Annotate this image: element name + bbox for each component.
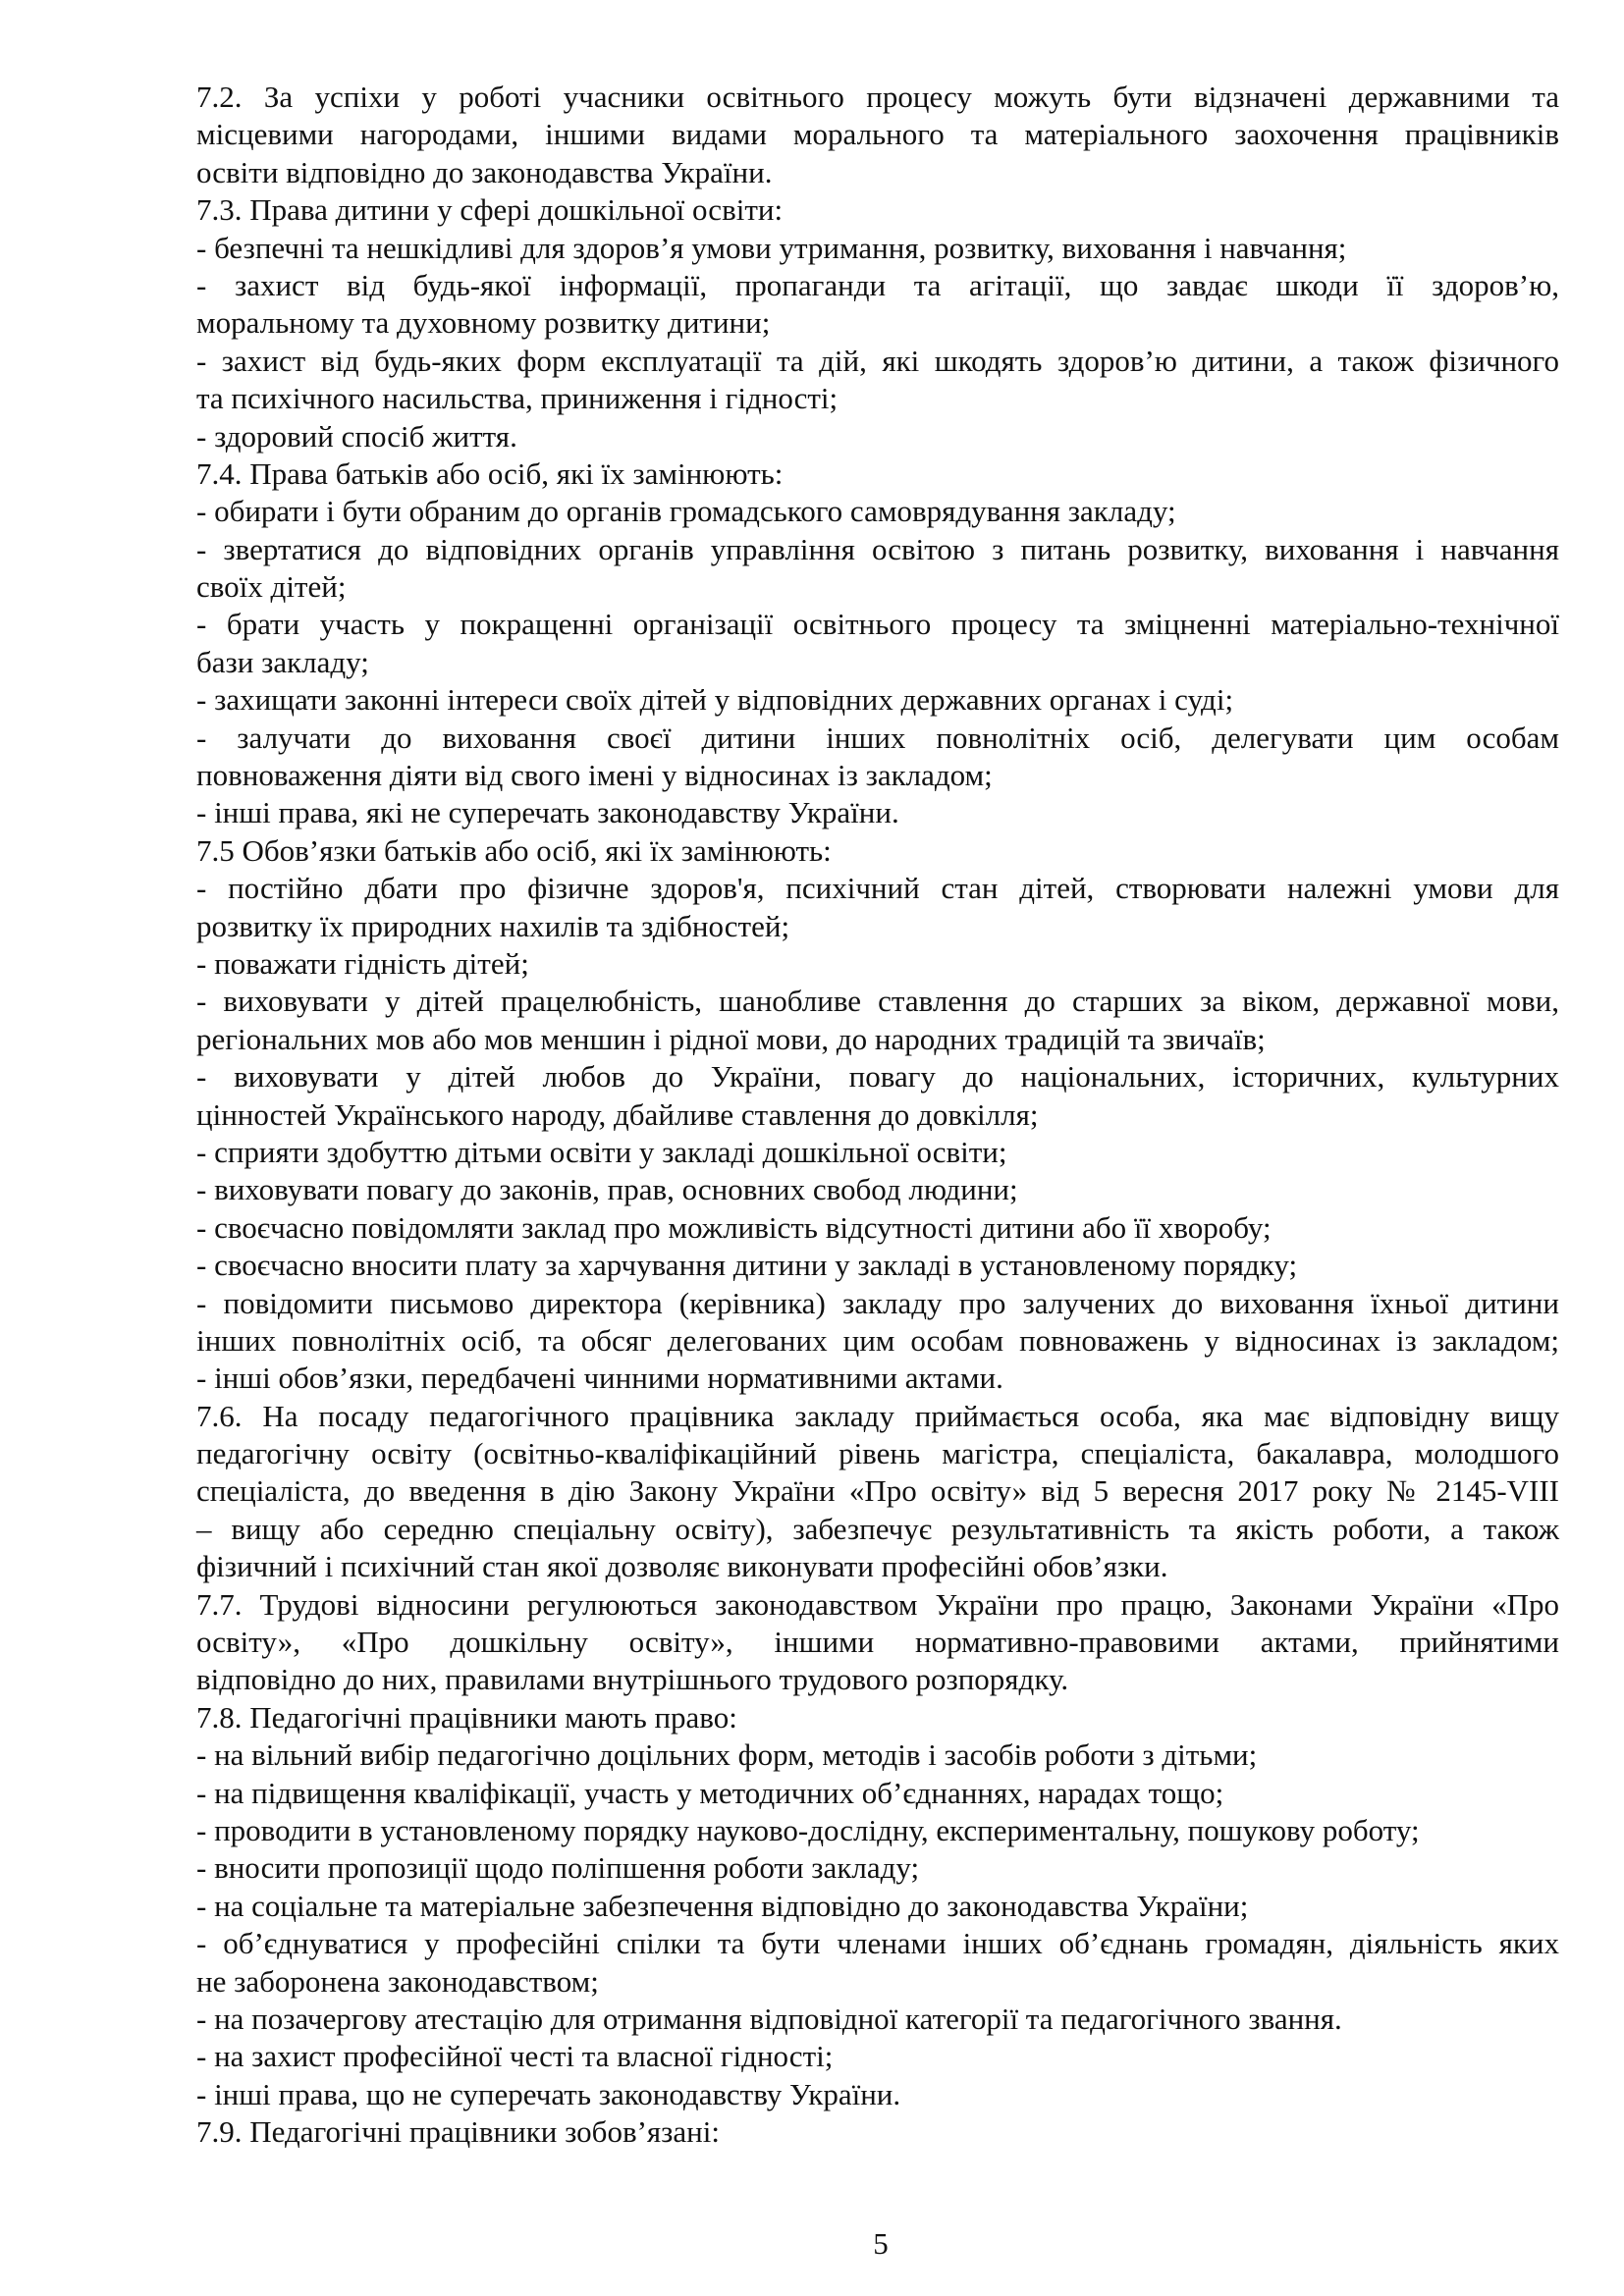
section-heading: 7.9. Педагогічні працівники зобов’язані: [196,2114,720,2150]
text-line: спеціаліста, до введення в дію Закону України «Про освіту» від 5 вересня 2017 року № 2145-VIII [196,1473,1559,1509]
text-line: бази закладу; [196,644,369,679]
list-item: - на захист професійної честі та власної гідності; [196,2039,834,2074]
list-item: - інші права, які не суперечать законодавству України. [196,795,899,830]
text-line: місцевими нагородами, іншими видами морального та матеріального заохочення працівників [196,117,1559,152]
list-item: - залучати до виховання своєї дитини інших повнолітніх осіб, делегувати цим особам [196,720,1559,755]
list-item: - здоровий спосіб життя. [196,418,517,454]
list-item: - захист від будь-яких форм експлуатації та дій, які шкодять здоров’ю дитини, а також фізичного [196,343,1559,378]
list-item: - сприяти здобуттю дітьми освіти у закладі дошкільної освіти; [196,1134,1007,1169]
text-line: інших повнолітніх осіб, та обсяг делегованих цим особам повноважень у відносинах із закладом; [196,1322,1559,1358]
text-line: регіональних мов або мов меншин і рідної мови, до народних традицій та звичаїв; [196,1021,1266,1056]
text-line: та психічного насильства, приниження і гідності; [196,381,839,416]
section-heading: 7.4. Права батьків або осіб, які їх замінюють: [196,455,784,491]
text-line: освіту», «Про дошкільну освіту», іншими нормативно-правовими актами, прийнятими [196,1625,1559,1660]
list-item: - обирати і бути обраним до органів громадського самоврядування закладу; [196,494,1176,529]
list-item: - на позачергову атестацію для отримання відповідної категорії та педагогічного звання. [196,2001,1342,2036]
list-item: - інші обов’язки, передбачені чинними нормативними актами. [196,1361,1003,1396]
list-item: - своєчасно вносити плату за харчування дитини у закладі в установленому порядку; [196,1248,1298,1283]
text-line: 7.2. За успіхи у роботі учасники освітнього процесу можуть бути відзначені державними та [196,80,1559,114]
text-line: цінностей Українського народу, дбайливе ставлення до довкілля; [196,1096,1039,1132]
section-heading: 7.3. Права дитини у сфері дошкільної освіти: [196,192,784,228]
section-heading: 7.7. Трудові відносини регулюються законодавством України про працю, Законами України «Про [196,1586,1559,1622]
list-item: - виховувати у дітей любов до України, повагу до національних, історичних, культурних [196,1059,1559,1095]
page-number: 5 [873,2226,889,2261]
list-item: - захищати законні інтереси своїх дітей у відповідних державних органах і суді; [196,682,1234,718]
list-item: - на соціальне та матеріальне забезпечення відповідно до законодавства України; [196,1888,1249,1923]
list-item: - інші права, що не суперечать законодавству України. [196,2076,901,2111]
list-item: - постійно дбати про фізичне здоров'я, психічний стан дітей, створювати належні умови для [196,871,1559,906]
document-body [196,79,1559,2151]
list-item: - своєчасно повідомляти заклад про можливість відсутності дитини або її хворобу; [196,1209,1272,1245]
text-line: відповідно до них, правилами внутрішнього трудового розпорядку. [196,1662,1069,1697]
list-item: - звертатися до відповідних органів управління освітою з питань розвитку, виховання і навчання [196,531,1559,566]
text-line: – вищу або середню спеціальну освіту), забезпечує результативність та якість роботи, а також [196,1511,1559,1546]
list-item: - проводити в установленому порядку науково-дослідну, експериментальну, пошукову роботу; [196,1812,1420,1847]
text-line: фізичний і психічний стан якої дозволяє виконувати професійні обов’язки. [196,1549,1168,1584]
list-item: - виховувати у дітей працелюбність, шанобливе ставлення до старших за віком, державної мови, [196,984,1559,1019]
list-item: - захист від будь-якої інформації, пропаганди та агітації, що завдає шкоди її здоров’ю, [196,267,1559,302]
section-heading: 7.8. Педагогічні працівники мають право: [196,1699,737,1735]
list-item: - безпечні та нешкідливі для здоров’я умови утримання, розвитку, виховання і навчання; [196,230,1347,265]
text-line: повноваження діяти від свого імені у відносинах із закладом; [196,758,993,793]
text-line: не заборонена законодавством; [196,1963,599,1999]
text-line: освіти відповідно до законодавства України. [196,154,773,189]
list-item: - повідомити письмово директора (керівника) закладу про залучених до виховання їхньої дитини [196,1285,1559,1320]
section-heading: 7.6. На посаду педагогічного працівника закладу приймається особа, яка має відповідну вищу [196,1398,1559,1433]
list-item: - на підвищення кваліфікації, участь у методичних об’єднаннях, нарадах тощо; [196,1775,1224,1810]
text-line: моральному та духовному розвитку дитини; [196,305,771,341]
text-line: педагогічну освіту (освітньо-кваліфікаційний рівень магістра, спеціаліста, бакалавра, молодшого [196,1436,1559,1471]
list-item: - на вільний вибір педагогічно доцільних форм, методів і засобів роботи з дітьми; [196,1737,1258,1773]
list-item: - вносити пропозиції щодо поліпшення роботи закладу; [196,1850,920,1886]
text-line: розвитку їх природних нахилів та здібностей; [196,908,790,943]
list-item: - об’єднуватися у професійні спілки та бути членами інших об’єднань громадян, діяльність яких [196,1926,1559,1961]
list-item: - поважати гідність дітей; [196,945,529,981]
list-item: - брати участь у покращенні організації освітнього процесу та зміцненні матеріально-технічної [196,607,1559,642]
list-item: - виховувати повагу до законів, прав, основних свобод людини; [196,1172,1018,1207]
section-heading: 7.5 Обов’язки батьків або осіб, які їх замінюють: [196,832,832,868]
text-line: своїх дітей; [196,569,347,605]
